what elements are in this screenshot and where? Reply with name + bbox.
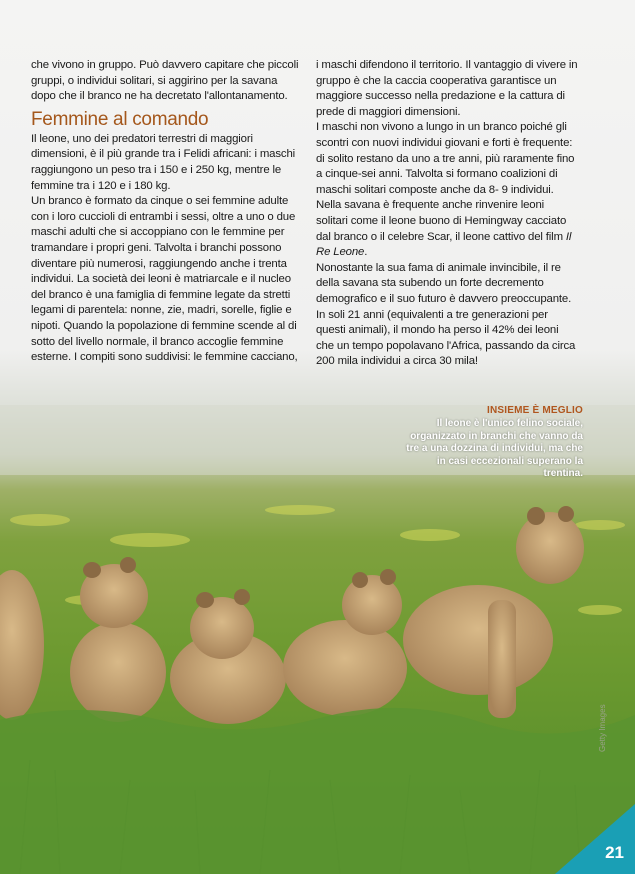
photo-credit: Getty Images [598, 704, 607, 752]
left-column [31, 58, 301, 366]
paragraph-lion-size: Il leone, uno dei predatori terrestri di maggiori dimensioni, è il più grande tra i Felidi africani: i maschi raggiungono un peso tra i 150 e i 250 kg, mentre le femmine tra i 120 e i 180 kg. [31, 132, 296, 192]
section-heading: Femmine al comando [31, 108, 209, 130]
paragraph-decline: Nonostante la sua fama di animale invincibile, il re della savana sta subendo un forte decremento demografico e il suo futuro è davvero preoccupante. [316, 261, 572, 305]
solitary-text: Nella savana è frequente anche rinvenire leoni solitari come il leone buono di Hemingway cacciato dal branco o il celebre Scar, il leone cattivo del film [316, 199, 567, 243]
paragraph-pride: Un branco è formato da cinque o sei femmine adulte con i loro cuccioli di entrambi i sessi, oltre a uno o due maschi adulti che si accoppiano con le femmine per tramandare i propri geni. Talvolta i branchi possono diventare più numerosi, raggiungendo anche i trenta individui. La società dei leoni è matriarcale e il nucleo del branco è una famiglia di femmine legate da stretti legami di parentela: nonne, zie, madri, sorelle, figlie e nipoti. Quando la popolazione di femmine scende al di sotto del livello normale, il branco accoglie femmine esterne. I compiti sono suddivisi: le femmine cacciano, [31, 195, 298, 364]
page-number: 21 [605, 843, 624, 862]
intro-paragraph: che vivono in gruppo. Può davvero capitare che piccoli gruppi, o individui solitari, si aggirino per la savana dopo che il branco ne ha decretato l'allontanamento. [31, 59, 299, 103]
paragraph-solitary-lions [316, 198, 578, 260]
solitary-end: . [364, 246, 368, 259]
photo-caption [403, 405, 583, 480]
paragraph-males-defend: i maschi difendono il territorio. Il vantaggio di vivere in gruppo è che la caccia cooperativa garantisce un maggiore successo nella predazione e la cattura di prede di maggiori dimensioni. [316, 59, 578, 118]
corner-tab [555, 804, 635, 874]
article-text [0, 0, 635, 368]
caption-text: Il leone è l'unico felino sociale, organizzato in branchi che vanno da tre a una dozzina di individui, ma che in casi eccezionali superano la trentina. [406, 418, 583, 480]
right-column [316, 58, 578, 370]
paragraph-males-tenure: I maschi non vivono a lungo in un branco poiché gli scontri con nuovi individui giovani e forti è frequente: di solito restano da uno a tre anni, più raramente fino a cinque-sei anni. Talvolta si formano coalizioni di maschi solitari composte anche da 8- 9 individui. [316, 121, 575, 196]
film-title: Il Re Leone [316, 230, 572, 259]
paragraph-statistics: In soli 21 anni (equivalenti a tre generazioni per questi animali), il mondo ha perso il 42% dei leoni che un tempo popolavano l'Africa, passando da circa 200 mila individui a circa 30 mila! [316, 308, 576, 368]
caption-title: INSIEME È MEGLIO [487, 405, 583, 416]
